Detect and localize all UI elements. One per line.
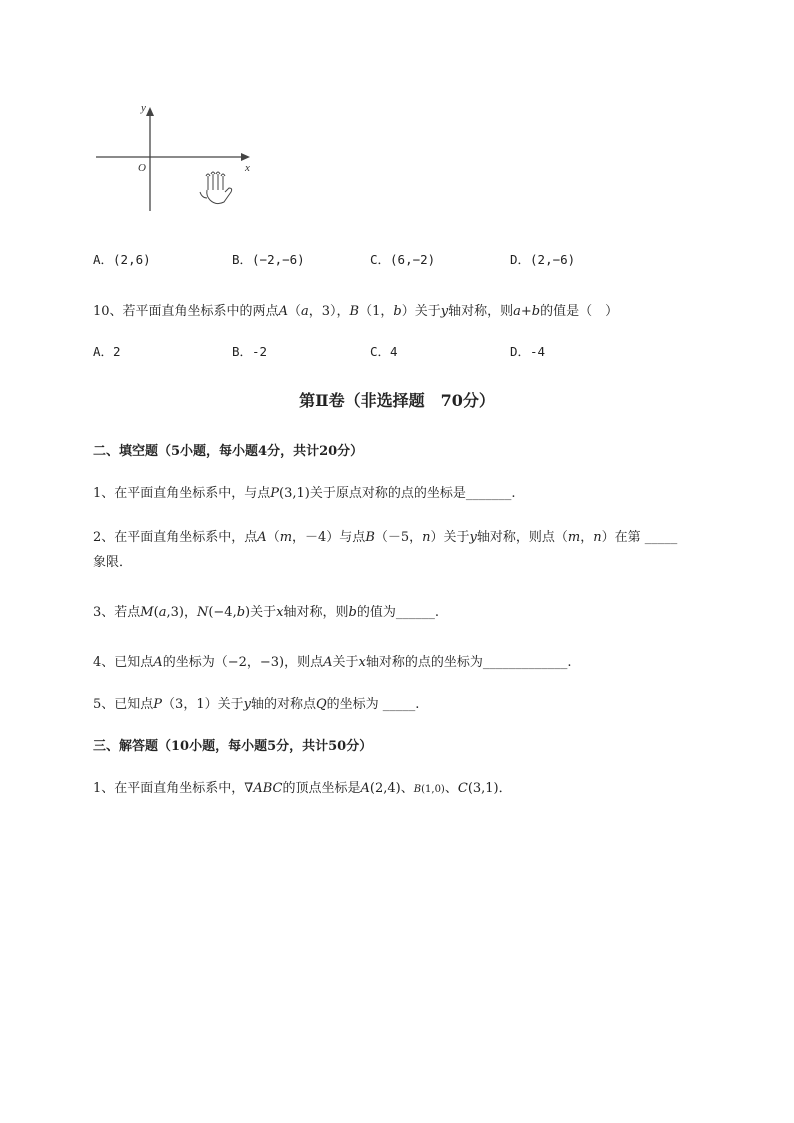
q9-option-c: C．(6,−2) <box>370 252 436 267</box>
answer-blank: _____ <box>382 697 416 712</box>
question-10: 10、若平面直角坐标系中的两点A（a，3），B（1，b）关于y轴对称，则a+b的值是（ ） <box>93 304 619 319</box>
q9-option-d: D．(2,−6) <box>510 252 576 267</box>
q9-option-a: A．(2,6) <box>93 252 151 267</box>
section-3-title: 三、解答题（10小题，每小题5分，共计50分） <box>93 739 373 754</box>
q10-option-b: B．-2 <box>232 344 268 359</box>
y-axis-arrow <box>146 107 154 116</box>
fill-question-3: 3、若点M(a,3)，N(−4,b)关于x轴对称，则b的值为______. <box>93 605 439 620</box>
x-axis-label: x <box>245 162 250 174</box>
answer-blank: _____________ <box>482 655 568 670</box>
answer-question-1: 1、在平面直角坐标系中，∇ABC的顶点坐标是A(2,4)、B(1,0)、C(3,1)． <box>93 781 512 796</box>
fill-question-4: 4、已知点A的坐标为（−2，−3)，则点A关于x轴对称的点的坐标为_____________. <box>93 655 572 670</box>
hand-icon <box>200 172 232 204</box>
fill-question-2-line2: 象限． <box>93 555 133 570</box>
q10-option-c: C．4 <box>370 344 398 359</box>
fill-question-1: 1、在平面直角坐标系中，与点P(3,1)关于原点对称的点的坐标是_______. <box>93 486 516 501</box>
x-axis-arrow <box>241 153 250 161</box>
answer-blank: ______ <box>395 605 435 620</box>
y-axis-label: y <box>141 102 146 114</box>
answer-blank: _______ <box>465 486 512 501</box>
answer-blank: _____ <box>644 530 678 545</box>
part-2-title: 第Ⅱ卷（非选择题 70分） <box>299 391 495 410</box>
section-2-title: 二、填空题（5小题，每小题4分，共计20分） <box>93 444 364 459</box>
q10-option-a: A．2 <box>93 344 121 359</box>
q9-option-b: B．(−2,−6) <box>232 252 305 267</box>
q10-option-d: D．-4 <box>510 344 546 359</box>
fill-question-5: 5、已知点P（3，1）关于y轴的对称点Q的坐标为 _____. <box>93 697 420 712</box>
origin-label: O <box>138 162 146 174</box>
coordinate-figure <box>90 96 260 218</box>
fill-question-2: 2、在平面直角坐标系中，点A（m，－4）与点B（－5，n）关于y轴对称，则点（m，n）在第 _____ <box>93 530 678 545</box>
